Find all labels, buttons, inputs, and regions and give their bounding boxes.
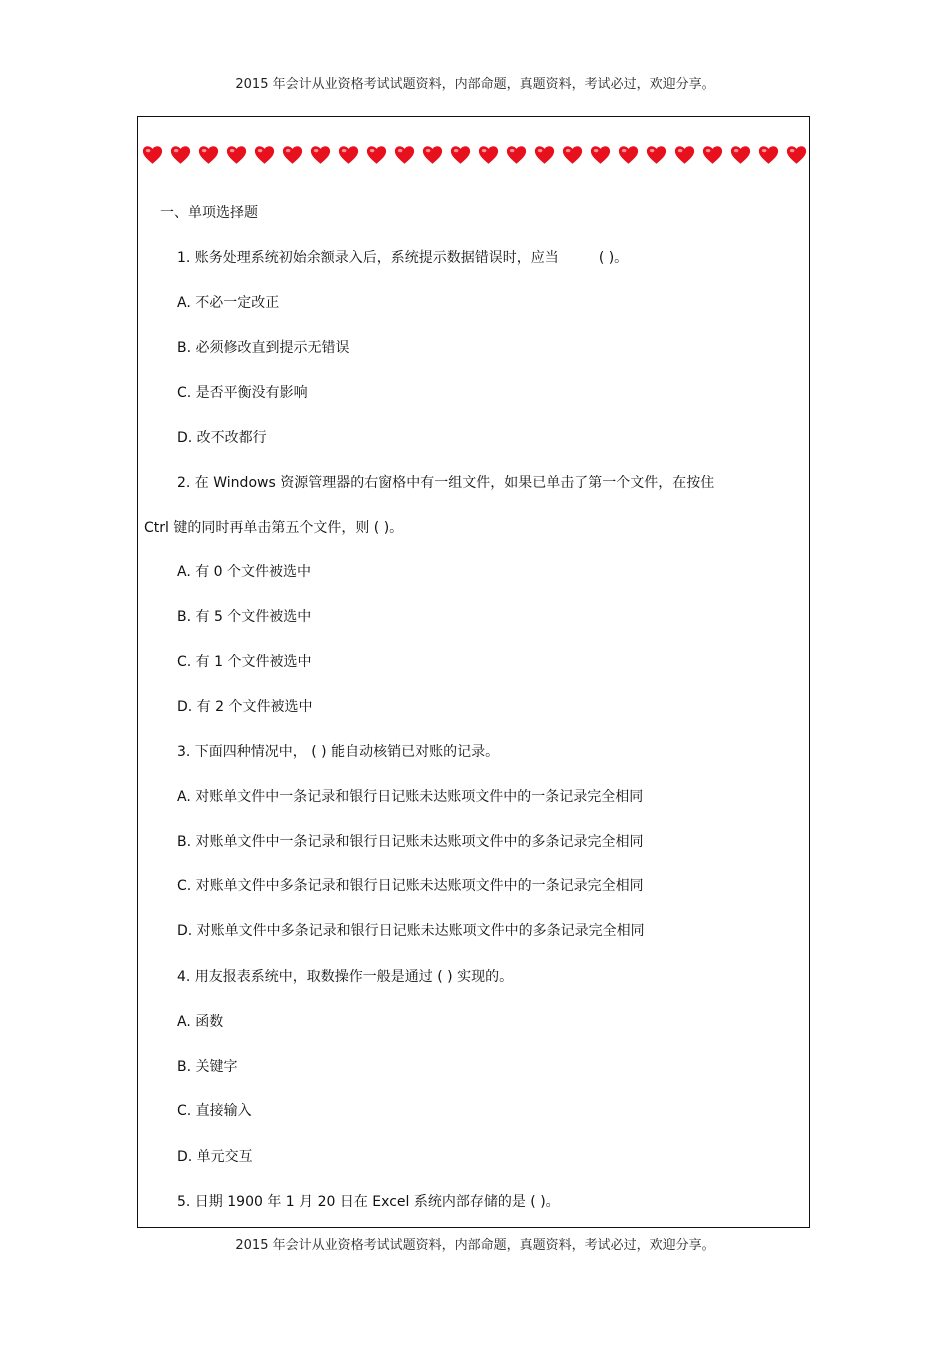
question-3-option-a: A. 对账单文件中一条记录和银行日记账未达账项文件中的一条记录完全相同 xyxy=(177,789,644,805)
heart-icon xyxy=(394,145,415,165)
page-footer-note: 2015 年会计从业资格考试试题资料，内部命题，真题资料，考试必过，欢迎分享。 xyxy=(235,1238,715,1253)
heart-icon xyxy=(170,145,191,165)
question-3-option-c: C. 对账单文件中多条记录和银行日记账未达账项文件中的一条记录完全相同 xyxy=(177,878,644,894)
heart-icon xyxy=(702,145,723,165)
heart-border-row xyxy=(142,142,807,168)
heart-icon xyxy=(366,145,387,165)
question-1 xyxy=(177,248,628,268)
heart-icon xyxy=(534,145,555,165)
heart-icon xyxy=(730,145,751,165)
question-4-option-d: D. 单元交互 xyxy=(177,1149,253,1165)
question-2-option-b: B. 有 5 个文件被选中 xyxy=(177,609,312,625)
heart-icon xyxy=(254,145,275,165)
section-title: 一、单项选择题 xyxy=(160,205,258,221)
question-2-option-c: C. 有 1 个文件被选中 xyxy=(177,654,312,670)
question-2: 2. 在 Windows 资源管理器的右窗格中有一组文件，如果已单击了第一个文件，在按住 xyxy=(177,475,715,491)
heart-icon xyxy=(142,145,163,165)
question-5: 5. 日期 1900 年 1 月 20 日在 Excel 系统内部存储的是 ( )。 xyxy=(177,1194,560,1210)
question-3-option-b: B. 对账单文件中一条记录和银行日记账未达账项文件中的多条记录完全相同 xyxy=(177,834,644,850)
heart-icon xyxy=(506,145,527,165)
heart-icon xyxy=(618,145,639,165)
heart-icon xyxy=(786,145,807,165)
question-4-option-c: C. 直接输入 xyxy=(177,1103,252,1119)
heart-icon xyxy=(422,145,443,165)
heart-icon xyxy=(758,145,779,165)
heart-icon xyxy=(478,145,499,165)
question-1-option-a: A. 不必一定改正 xyxy=(177,295,280,311)
question-1-option-b: B. 必须修改直到提示无错误 xyxy=(177,340,350,356)
heart-icon xyxy=(198,145,219,165)
question-2-continuation: Ctrl 键的同时再单击第五个文件，则 ( )。 xyxy=(144,520,404,536)
page-header-note: 2015 年会计从业资格考试试题资料，内部命题，真题资料，考试必过，欢迎分享。 xyxy=(235,77,715,92)
question-1-option-d: D. 改不改都行 xyxy=(177,430,267,446)
heart-icon xyxy=(338,145,359,165)
heart-icon xyxy=(590,145,611,165)
question-3: 3. 下面四种情况中， ( ) 能自动核销已对账的记录。 xyxy=(177,744,500,760)
question-4: 4. 用友报表系统中，取数操作一般是通过 ( ) 实现的。 xyxy=(177,969,514,985)
heart-icon xyxy=(282,145,303,165)
question-4-option-a: A. 函数 xyxy=(177,1014,224,1030)
heart-icon xyxy=(674,145,695,165)
question-4-option-b: B. 关键字 xyxy=(177,1059,238,1075)
heart-icon xyxy=(310,145,331,165)
heart-icon xyxy=(226,145,247,165)
question-2-option-d: D. 有 2 个文件被选中 xyxy=(177,699,313,715)
heart-icon xyxy=(450,145,471,165)
question-1-blank: ( )。 xyxy=(598,250,629,266)
question-3-option-d: D. 对账单文件中多条记录和银行日记账未达账项文件中的多条记录完全相同 xyxy=(177,923,645,939)
question-1-text: 1. 账务处理系统初始余额录入后，系统提示数据错误时，应当 xyxy=(177,250,559,266)
question-1-option-c: C. 是否平衡没有影响 xyxy=(177,385,308,401)
question-2-option-a: A. 有 0 个文件被选中 xyxy=(177,564,312,580)
heart-icon xyxy=(562,145,583,165)
heart-icon xyxy=(646,145,667,165)
